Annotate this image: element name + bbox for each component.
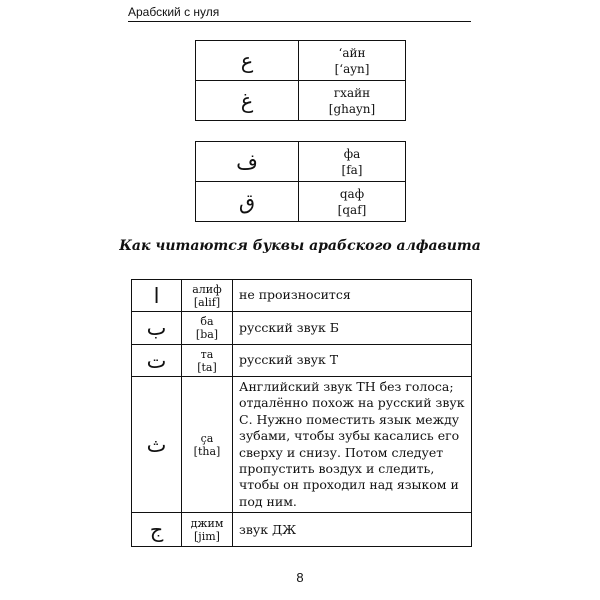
arabic-letter: ع: [240, 48, 254, 73]
letter-translit: [ba]: [195, 328, 219, 341]
arabic-letter: ف: [236, 149, 258, 174]
letter-translit: [jim]: [194, 529, 220, 543]
header-rule: [128, 21, 471, 22]
letter-table-2: [195, 141, 406, 222]
name-cell: [182, 280, 233, 312]
table-row: [132, 377, 472, 513]
arabic-letter: ب: [146, 316, 167, 340]
letter-translit: [qaf]: [337, 202, 367, 217]
letter-name: джим: [190, 516, 224, 530]
letter-cell: [196, 41, 299, 81]
name-cell: [182, 345, 233, 377]
table-row: [132, 345, 472, 377]
letter-name: ‘айн: [338, 45, 366, 60]
letter-table-1: [195, 40, 406, 121]
letter-name: qаф: [339, 186, 365, 201]
name-cell: [182, 513, 233, 547]
name-cell: [299, 142, 406, 182]
letter-cell: [132, 513, 182, 547]
arabic-letter: ا: [153, 283, 160, 308]
table-row: [196, 41, 406, 81]
letter-name: гхайн: [333, 85, 371, 100]
name-cell: [299, 81, 406, 121]
letter-cell: [196, 182, 299, 222]
letter-name: фа: [343, 146, 361, 161]
description-cell: русский звук Б: [233, 312, 472, 345]
letter-name: ба: [200, 315, 214, 328]
description-cell: русский звук Т: [233, 345, 472, 377]
letter-translit: [ta]: [197, 360, 217, 374]
letter-translit: [tha]: [193, 444, 221, 458]
letter-translit: [ghayn]: [328, 101, 376, 116]
description-cell: не произносится: [233, 280, 472, 312]
letter-translit: [‘ayn]: [334, 61, 370, 76]
page-number: 8: [296, 570, 304, 585]
arabic-letter: ق: [238, 189, 256, 214]
section-title: Как читаются буквы арабского алфавита: [119, 238, 481, 254]
letter-cell: [196, 142, 299, 182]
name-cell: [182, 377, 233, 513]
letter-cell: [132, 280, 182, 312]
table-row: [132, 513, 472, 547]
table-row: [196, 142, 406, 182]
arabic-letter: ج: [149, 517, 164, 542]
letter-cell: [132, 312, 182, 345]
running-head: Арабский с нуля: [128, 5, 220, 19]
letter-name: ça: [200, 431, 214, 445]
letter-name: та: [200, 347, 214, 361]
alphabet-table: [131, 279, 472, 547]
name-cell: [299, 182, 406, 222]
letter-translit: [fa]: [341, 162, 363, 177]
letter-cell: [132, 377, 182, 513]
name-cell: [299, 41, 406, 81]
table-row: [196, 81, 406, 121]
description-cell: Английский звук TH без голоса; отдалённо похож на русский звук С. Нужно поместить язык между зубами, чтобы зубы касались его сверху и снизу. Потом следует пропустить воздух и следить, чтобы он проходил над языком и под ним.: [233, 377, 472, 513]
letter-cell: [196, 81, 299, 121]
table-row: [196, 182, 406, 222]
arabic-letter: ت: [146, 348, 167, 373]
letter-translit: [alif]: [193, 295, 221, 309]
table-row: [132, 280, 472, 312]
letter-name: алиф: [192, 282, 222, 296]
arabic-letter: غ: [240, 88, 254, 113]
description-cell: звук ДЖ: [233, 513, 472, 547]
letter-cell: [132, 345, 182, 377]
table-row: [132, 312, 472, 345]
arabic-letter: ث: [146, 432, 167, 457]
name-cell: [182, 312, 233, 345]
